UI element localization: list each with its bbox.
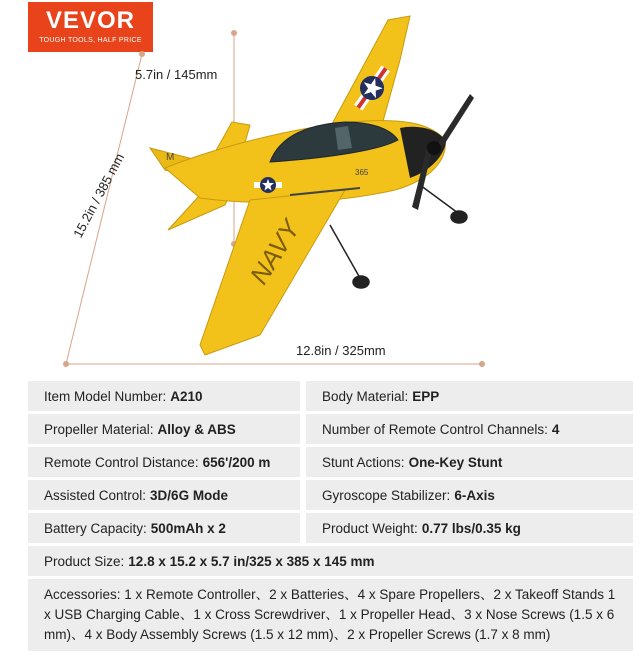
spec-cell-weight: [306, 513, 633, 543]
spec-cell-stunt-actions: [306, 447, 633, 477]
spec-row: [28, 414, 633, 444]
spec-value: 12.8 x 15.2 x 5.7 in/325 x 385 x 145 mm: [128, 553, 375, 569]
spec-value: 3D/6G Mode: [150, 487, 229, 503]
spec-row: [28, 546, 633, 576]
spec-cell-channels: [306, 414, 633, 444]
spec-label: Battery Capacity:: [44, 520, 147, 536]
accessories-text: 1 x Remote Controller、2 x Batteries、4 x Spare Propellers、2 x Takeoff Stands 1 x USB Charging Cable、1 x Cross Screwdriver、1 x Propeller Head、3 x Nose Screws (1.5 x 6 mm)、4 x Body Assembly Screws (1.5 x 12 mm)、2 x Propeller Screws (1.7 x 8 mm): [44, 587, 616, 642]
tail-letter: M: [166, 152, 175, 163]
spec-row: [28, 381, 633, 411]
spec-label: Number of Remote Control Channels:: [322, 421, 548, 437]
wing-navy-text: NAVY: [243, 214, 306, 290]
spec-cell-control-distance: [28, 447, 300, 477]
spec-label: Stunt Actions:: [322, 454, 405, 470]
spec-cell-model: [28, 381, 300, 411]
accessories-cell: [28, 579, 633, 651]
spec-cell-body-material: [306, 381, 633, 411]
spec-value: One-Key Stunt: [408, 454, 503, 470]
spec-row: [28, 513, 633, 543]
spec-label: Product Weight:: [322, 520, 418, 536]
spec-label: Gyroscope Stabilizer:: [322, 487, 451, 503]
spec-cell-assisted-control: [28, 480, 300, 510]
accessories-label: Accessories:: [44, 587, 121, 602]
logo-brand: VEVOR: [45, 7, 136, 34]
spec-cell-battery: [28, 513, 300, 543]
spec-row: [28, 480, 633, 510]
spec-value: 4: [551, 421, 560, 437]
spec-cell-gyroscope: [306, 480, 633, 510]
fuselage-number: 365: [355, 168, 369, 177]
length-dimension-line: [66, 54, 142, 364]
spec-value: 500mAh x 2: [150, 520, 226, 536]
spec-label: Remote Control Distance:: [44, 454, 199, 470]
length-dimension-label: 15.2in / 385 mm: [70, 150, 128, 241]
spec-cell-product-size: [28, 546, 633, 576]
spec-label: Body Material:: [322, 388, 409, 404]
spec-label: Product Size:: [44, 553, 125, 569]
spec-label: Propeller Material:: [44, 421, 154, 437]
spec-value: 6-Axis: [454, 487, 495, 503]
landing-gear: [330, 185, 467, 288]
width-dimension-label: 12.8in / 325mm: [296, 343, 386, 358]
spec-value: Alloy & ABS: [157, 421, 236, 437]
spec-label: Item Model Number:: [44, 388, 167, 404]
spec-row: [28, 447, 633, 477]
spec-cell-propeller-material: [28, 414, 300, 444]
spec-label: Assisted Control:: [44, 487, 147, 503]
height-dimension-label: 5.7in / 145mm: [135, 67, 218, 82]
logo-tagline: TOUGH TOOLS, HALF PRICE: [39, 37, 142, 44]
spec-value: A210: [170, 388, 203, 404]
spec-value: EPP: [412, 388, 440, 404]
spec-value: 0.77 lbs/0.35 kg: [421, 520, 521, 536]
spec-table: [28, 381, 633, 651]
spec-value: 656'/200 m: [202, 454, 271, 470]
